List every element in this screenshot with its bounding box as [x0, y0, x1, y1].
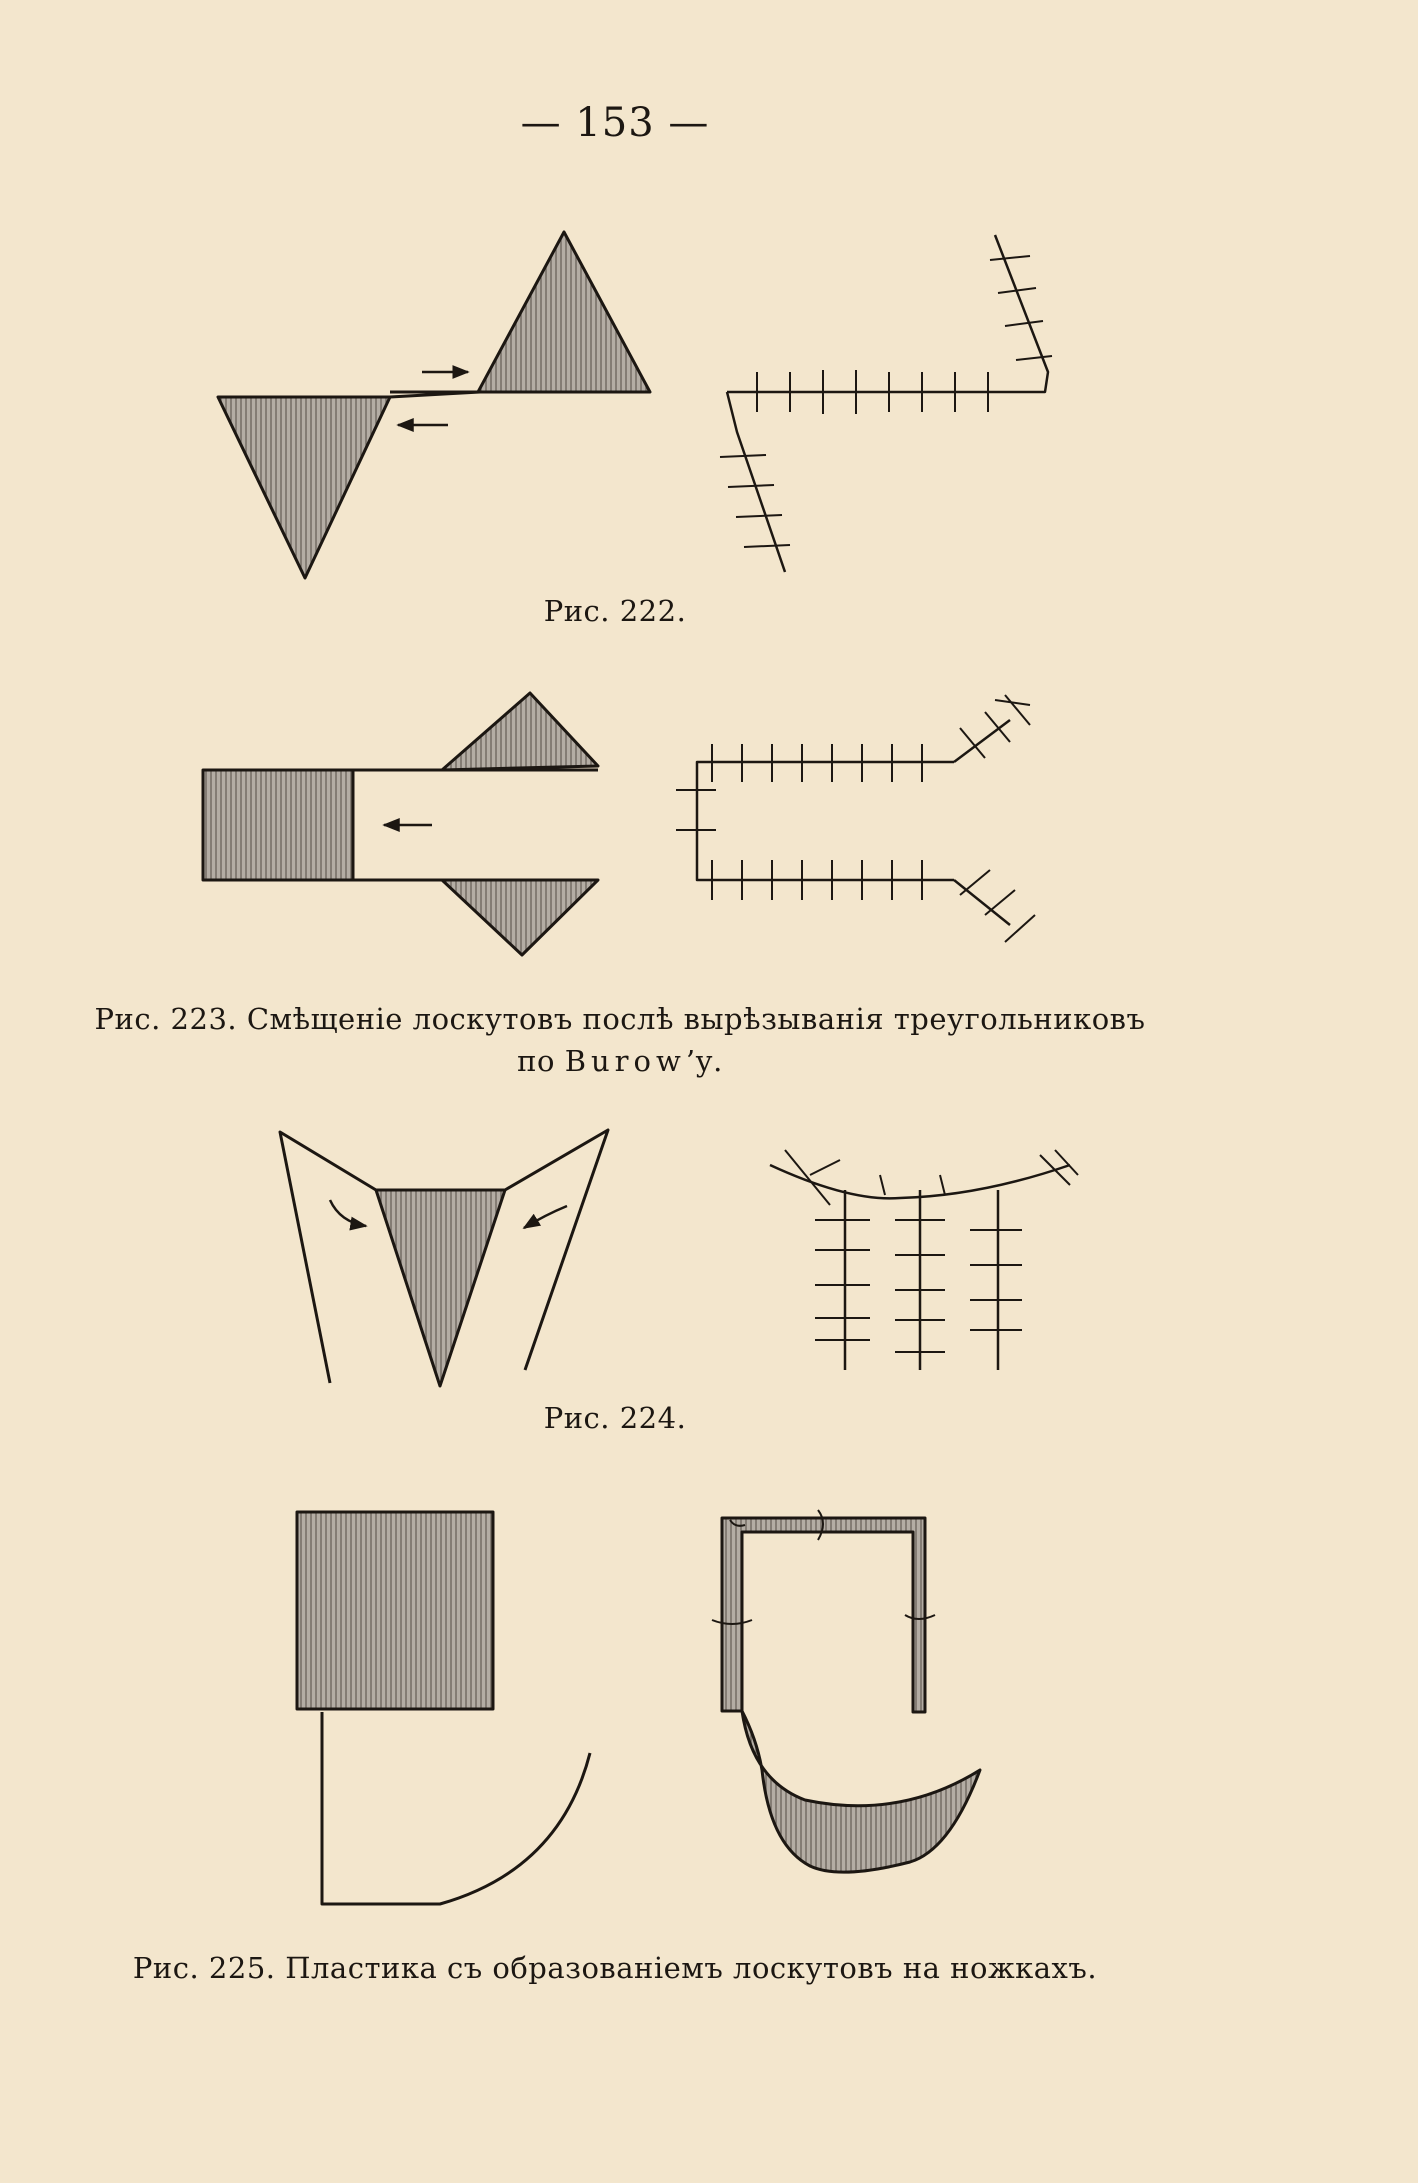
fig224-flap-diagram	[280, 1130, 608, 1386]
fig223-caption-suffix: ’у.	[685, 1044, 723, 1078]
fig223-suture-diagram	[676, 695, 1035, 942]
fig224-suture-diagram	[770, 1150, 1078, 1370]
fig222-suture-diagram	[720, 235, 1052, 572]
fig223-caption-name: Burow	[564, 1044, 686, 1078]
fig223-caption-line1: Рис. 223. Смѣщеніе лоскутовъ послѣ вырѣзыванія треугольниковъ	[94, 1002, 1146, 1036]
fig222-triangles-diagram	[218, 232, 650, 578]
page-number: — 153 —	[520, 100, 710, 146]
fig222-caption: Рис. 222.	[543, 594, 687, 628]
fig225-caption: Рис. 225. Пластика съ образованіемъ лоскутовъ на ножкахъ.	[132, 1951, 1098, 1985]
fig223-caption	[80, 998, 1160, 1082]
fig223-caption-line2	[80, 1040, 1160, 1082]
fig223-caption-prefix: по	[517, 1044, 555, 1078]
fig224-caption: Рис. 224.	[543, 1401, 687, 1435]
fig223-flap-diagram	[203, 693, 598, 955]
fig225-pedicle-diagram	[712, 1510, 980, 1872]
fig225-flap-diagram	[297, 1512, 590, 1904]
